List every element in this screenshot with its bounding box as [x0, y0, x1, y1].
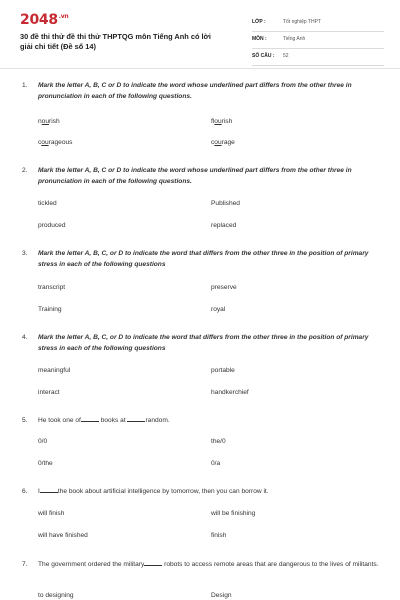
question-text: Mark the letter A, B, C or D to indicate the word whose underlined part differs from the other three in pronunciation in each of the following questions.: [38, 82, 352, 100]
page-header: [0, 0, 400, 68]
document-meta: [252, 16, 384, 67]
option-d[interactable]: royal: [211, 306, 226, 313]
logo-suffix: .vn: [58, 13, 69, 21]
answer-blank: [127, 415, 145, 422]
underlined-part: ou: [41, 139, 49, 146]
option-b[interactable]: portable: [211, 367, 235, 374]
option-d[interactable]: handkerchief: [211, 389, 249, 396]
meta-label: LỚP :: [252, 19, 266, 25]
option-c[interactable]: interact: [38, 389, 60, 396]
option-d[interactable]: finish: [211, 532, 227, 539]
underlined-part: ou: [41, 118, 50, 125]
option-d[interactable]: courage: [211, 139, 235, 146]
question-number: 4.: [22, 334, 28, 341]
option-c[interactable]: 0/the: [38, 460, 53, 467]
question-text: Mark the letter A, B, C, or D to indicate the word that differs from the other three in the position of primary stress in each of the following questions: [38, 250, 369, 268]
option-c[interactable]: courageous: [38, 139, 73, 146]
meta-value: Tiếng Anh: [283, 36, 306, 42]
underlined-part: ou: [214, 139, 222, 146]
answer-blank: [40, 486, 58, 493]
question-text: He took one of books at random.: [38, 417, 170, 424]
meta-value: 52: [283, 53, 289, 59]
option-d[interactable]: 0/a: [211, 460, 221, 467]
option-b[interactable]: will be finishing: [211, 510, 256, 517]
question-number: 2.: [22, 167, 28, 174]
question-number: 1.: [22, 82, 28, 89]
option-a[interactable]: will finish: [38, 510, 65, 517]
option-b[interactable]: flourish: [211, 118, 233, 125]
option-d[interactable]: replaced: [211, 222, 237, 229]
meta-row-class: [252, 16, 384, 32]
meta-label: SỐ CÂU :: [252, 53, 275, 59]
question-text: Mark the letter A, B, C, or D to indicate the word that differs from the other three in the position of primary stress in each of the following questions: [38, 334, 369, 352]
option-b[interactable]: the/0: [211, 438, 226, 445]
option-b[interactable]: Published: [211, 200, 240, 207]
logo-text: 2048: [20, 12, 58, 28]
question-text: The government ordered the military robots to access remote areas that are dangerous to the lives of militants.: [38, 561, 379, 568]
meta-row-subject: [252, 33, 384, 49]
option-a[interactable]: meaningful: [38, 367, 71, 374]
answer-blank: [81, 415, 99, 422]
document-title: 30 đề thi thử đề thi thử THPTQG môn Tiếng Anh có lời giải chi tiết (Đề số 14): [20, 32, 211, 51]
meta-label: MÔN :: [252, 36, 267, 42]
question-number: 3.: [22, 250, 28, 257]
option-a[interactable]: transcript: [38, 284, 66, 291]
question-text: I the book about artificial intelligence by tomorrow, then you can borrow it.: [38, 488, 269, 495]
option-a[interactable]: to designing: [38, 592, 74, 599]
site-logo[interactable]: [20, 12, 68, 28]
question-number: 7.: [22, 561, 28, 568]
option-b[interactable]: preserve: [211, 284, 237, 291]
question-number: 6.: [22, 488, 28, 495]
option-c[interactable]: will have finished: [38, 532, 88, 539]
meta-row-question-count: [252, 50, 384, 66]
option-a[interactable]: 0/0: [38, 438, 48, 445]
answer-blank: [144, 559, 162, 566]
option-b[interactable]: Design: [211, 592, 232, 599]
option-a[interactable]: tickled: [38, 200, 57, 207]
option-c[interactable]: produced: [38, 222, 66, 229]
question-number: 5.: [22, 417, 28, 424]
question-text: Mark the letter A, B, C or D to indicate the word whose underlined part differs from the other three in pronunciation in each of the following questions.: [38, 167, 352, 185]
option-c[interactable]: Training: [38, 306, 62, 313]
meta-value: Tốt nghiệp THPT: [283, 19, 321, 25]
option-a[interactable]: nourish: [38, 118, 60, 125]
header-divider: [0, 68, 400, 69]
underlined-part: ou: [214, 118, 222, 125]
